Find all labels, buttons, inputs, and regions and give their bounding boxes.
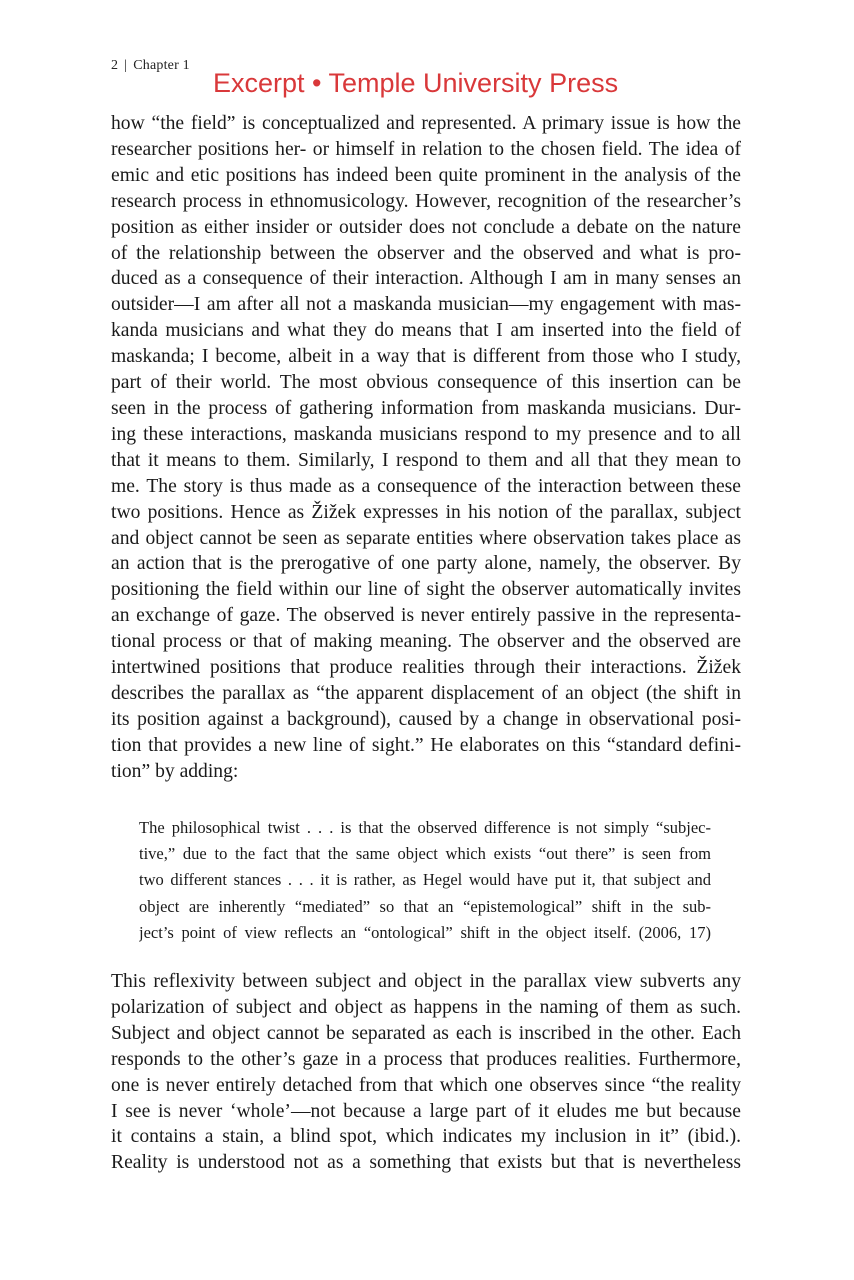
body-paragraph-2 [111,969,741,1176]
text-line: polarization of subject and object as happens in the naming of them as such. [111,996,741,1018]
text-line: me. The story is thus made as a consequence of the interaction between these [111,475,741,497]
text-line: an action that is the prerogative of one party alone, namely, the observer. By [111,553,741,575]
running-header [111,58,190,74]
text-line: an exchange of gaze. The observed is never entirely passive in the representa- [111,605,741,627]
text-line: it contains a stain, a blind spot, which indicates my inclusion in it” (ibid.). [111,1126,741,1148]
text-line: kanda musicians and what they do means that I am inserted into the field of [111,320,741,342]
text-line: position as either insider or outsider does not conclude a debate on the nature [111,216,741,238]
text-line: tion” by adding: [111,760,239,782]
excerpt-watermark: Excerpt • Temple University Press [213,68,619,98]
text-line: research process in ethnomusicology. However, recognition of the researcher’s [111,190,741,212]
chapter-label: Chapter 1 [133,58,190,73]
quote-line: two different stances . . . it is rather, as Hegel would have put it, that subject and [139,870,711,890]
text-line: intertwined positions that produce realities through their interactions. Žižek [111,657,741,679]
text-line: seen in the process of gathering information from maskanda musicians. Dur- [111,397,741,419]
text-line: of the relationship between the observer and the observed and what is pro- [111,242,741,264]
text-line: two positions. Hence as Žižek expresses in his notion of the parallax, subject [111,501,741,523]
text-line: one is never entirely detached from that which one observes since “the reality [111,1074,741,1096]
text-line: and object cannot be seen as separate entities where observation takes place as [111,527,741,549]
quote-line: tive,” due to the fact that the same object which exists “out there” is seen from [139,844,711,864]
text-line: tional process or that of making meaning. The observer and the observed are [111,631,741,653]
text-line: I see is never ‘whole’—not because a large part of it eludes me but because [111,1100,741,1122]
text-line: Subject and object cannot be separated as each is inscribed in the other. Each [111,1022,741,1044]
block-quote [139,815,711,946]
body-paragraph-1 [111,111,741,785]
text-line: part of their world. The most obvious consequence of this insertion can be [111,372,741,394]
text-line: its position against a background), caused by a change in observational posi- [111,708,741,730]
text-line: This reflexivity between subject and object in the parallax view subverts any [111,971,741,992]
text-line: responds to the other’s gaze in a process that produces realities. Furthermore, [111,1048,741,1070]
quote-line: The philosophical twist . . . is that the observed difference is not simply “subjec- [139,818,711,837]
text-line: positioning the field within our line of sight the observer automatically invites [111,579,741,601]
page-number: 2 [111,58,119,73]
text-line: emic and etic positions has indeed been quite prominent in the analysis of the [111,164,741,186]
header-separator: | [124,58,128,73]
quote-line: object are inherently “mediated” so that an “epistemological” shift in the sub- [139,896,711,916]
text-line: outsider—I am after all not a maskanda musician—my engagement with mas- [111,294,741,316]
text-line: duced as a consequence of their interaction. Although I am in many senses an [111,268,741,290]
text-line: tion that provides a new line of sight.” He elaborates on this “standard defini- [111,734,741,756]
text-line: Reality is understood not as a something that exists but that is nevertheless [111,1152,741,1174]
text-line: ing these interactions, maskanda musicians respond to my presence and to all [111,423,741,445]
text-line: that it means to them. Similarly, I respond to them and all that they mean to [111,449,741,471]
text-line: describes the parallax as “the apparent displacement of an object (the shift in [111,682,741,704]
text-line: how “the field” is conceptualized and represented. A primary issue is how the [111,113,741,134]
text-line: researcher positions her- or himself in relation to the chosen field. The idea of [111,138,741,160]
quote-line: ject’s point of view reflects an “ontological” shift in the object itself. (2006, 17) [139,922,711,942]
text-line: maskanda; I become, albeit in a way that is different from those who I study, [111,346,741,368]
